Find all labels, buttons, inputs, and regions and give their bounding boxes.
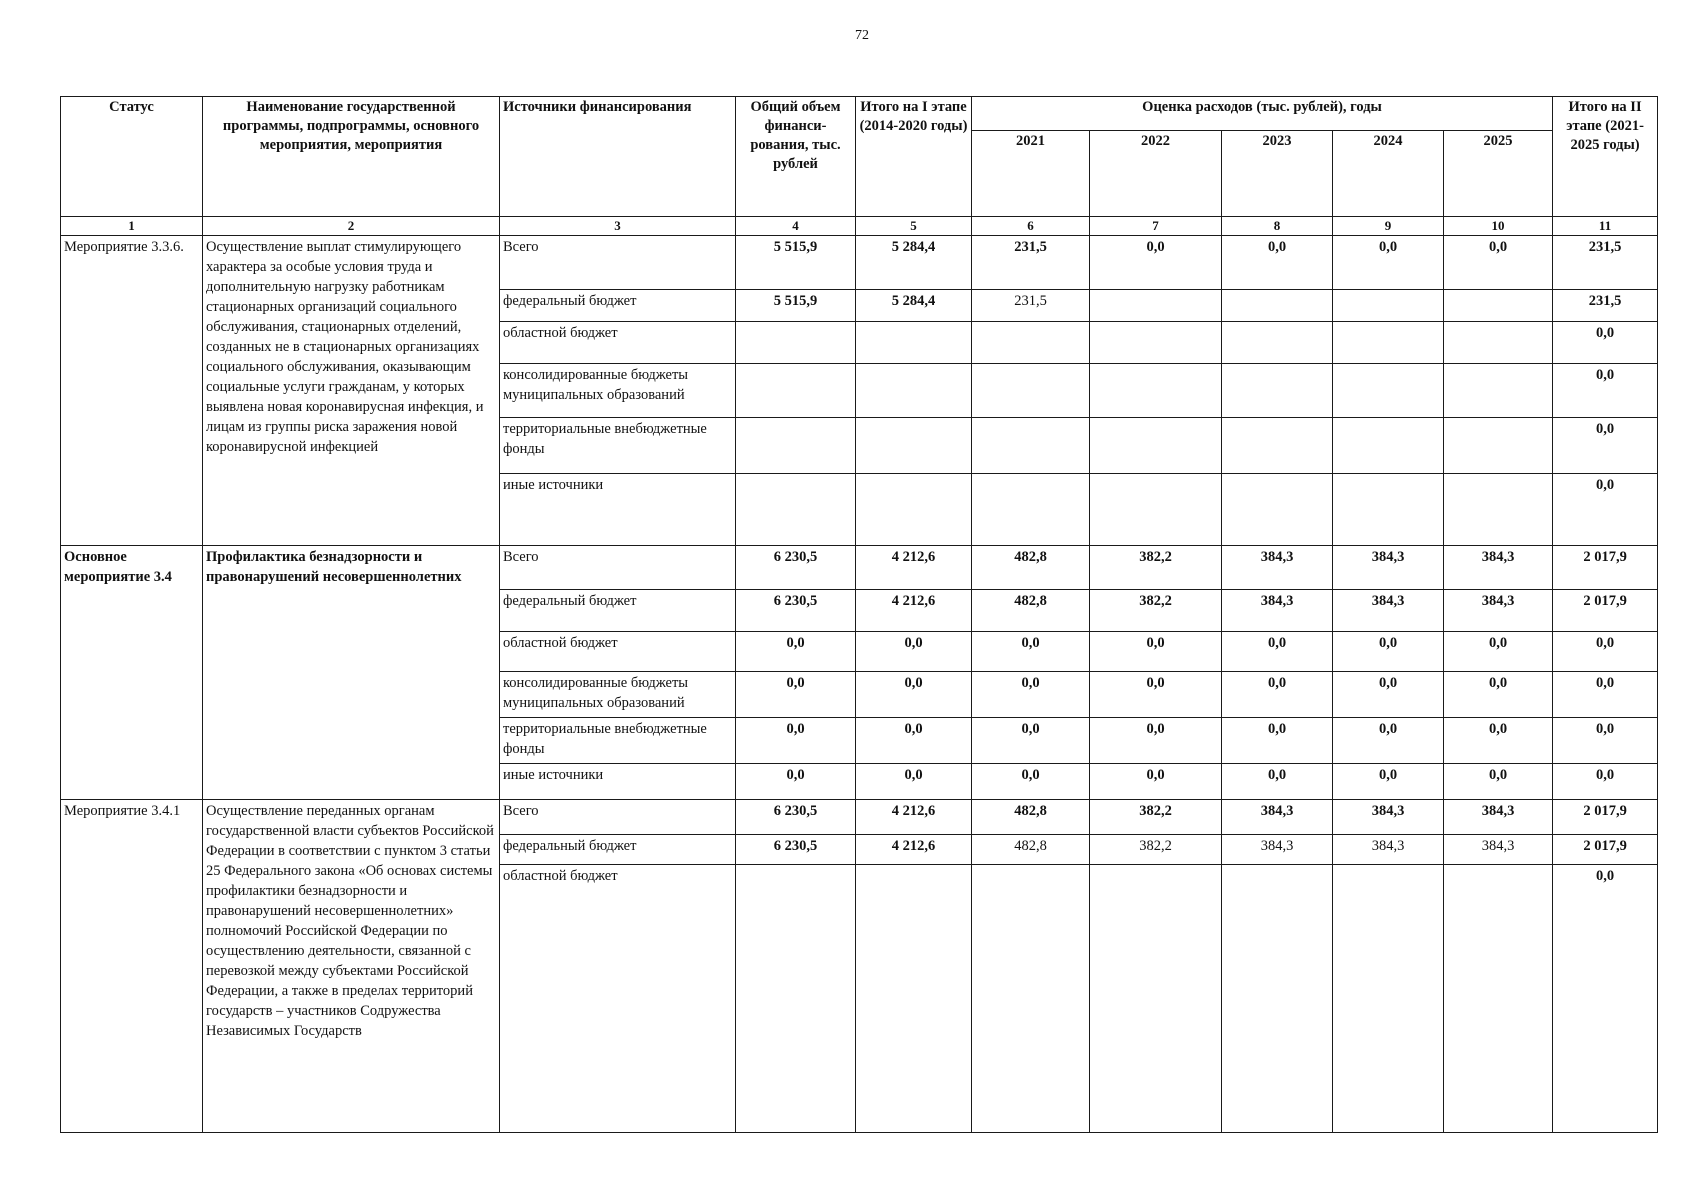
value-cell: 0,0 [1222,236,1333,290]
value-cell: 0,0 [972,764,1090,800]
col-number: 7 [1090,217,1222,236]
value-cell: 0,0 [1444,632,1553,672]
value-cell: 6 230,5 [736,835,856,865]
source-cell: областной бюджет [500,322,736,364]
source-cell: Всего [500,800,736,835]
value-cell: 0,0 [1090,236,1222,290]
value-cell: 382,2 [1090,546,1222,590]
source-cell: Всего [500,236,736,290]
source-cell: консолидированные бюджеты муниципальных образований [500,364,736,418]
stage2-total-cell: 0,0 [1553,718,1658,764]
value-cell: 0,0 [736,672,856,718]
stage2-total-cell: 0,0 [1553,764,1658,800]
source-cell: территориальные внебюджетные фонды [500,418,736,474]
value-cell: 4 212,6 [856,546,972,590]
value-cell [856,322,972,364]
value-cell: 4 212,6 [856,590,972,632]
value-cell [972,418,1090,474]
table-row [61,546,1658,590]
stage2-total-cell: 0,0 [1553,865,1658,1133]
header-year: 2022 [1090,131,1222,217]
value-cell: 6 230,5 [736,590,856,632]
source-cell: федеральный бюджет [500,590,736,632]
value-cell: 0,0 [1333,672,1444,718]
source-cell: областной бюджет [500,632,736,672]
value-cell [1333,865,1444,1133]
value-cell [1444,474,1553,546]
value-cell: 231,5 [972,290,1090,322]
value-cell [736,364,856,418]
value-cell [1090,474,1222,546]
source-cell: федеральный бюджет [500,290,736,322]
value-cell [1444,418,1553,474]
table-row [61,800,1658,835]
value-cell [736,322,856,364]
value-cell: 0,0 [856,672,972,718]
value-cell: 0,0 [736,764,856,800]
value-cell: 0,0 [856,632,972,672]
header-stage1-total: Итого на I этапе (2014-2020 годы) [856,97,972,217]
value-cell [972,364,1090,418]
col-number: 2 [203,217,500,236]
value-cell: 0,0 [736,632,856,672]
value-cell [856,474,972,546]
col-number: 11 [1553,217,1658,236]
header-estimate: Оценка расходов (тыс. рублей), годы [972,97,1553,131]
stage2-total-cell: 2 017,9 [1553,835,1658,865]
value-cell [1333,322,1444,364]
value-cell [1222,290,1333,322]
col-number: 1 [61,217,203,236]
header-total-volume: Общий объем финанси-рования, тыс. рублей [736,97,856,217]
value-cell [1090,322,1222,364]
value-cell: 482,8 [972,590,1090,632]
value-cell [1222,322,1333,364]
value-cell: 0,0 [1222,718,1333,764]
header-sources: Источники финансирования [500,97,736,217]
stage2-total-cell: 231,5 [1553,290,1658,322]
value-cell: 384,3 [1222,800,1333,835]
value-cell [1333,474,1444,546]
value-cell: 384,3 [1222,546,1333,590]
value-cell: 382,2 [1090,800,1222,835]
name-cell: Осуществление переданных органам государственной власти субъектов Российской Федерации в соответствии с пунктом 3 статьи 25 Федерального закона «Об основах системы профилактики безнадзорности и правонарушений несовершеннолетних» полномочий Российской Федерации по осуществлению деятельности, связанной с перевозкой между субъектами Российской Федерации, а также в пределах территорий государств – участников Содружества Независимых Государств [203,800,500,1133]
value-cell: 0,0 [1222,672,1333,718]
value-cell: 384,3 [1444,800,1553,835]
col-number: 5 [856,217,972,236]
value-cell: 0,0 [856,764,972,800]
table-row [61,236,1658,290]
value-cell: 384,3 [1333,800,1444,835]
value-cell: 384,3 [1333,835,1444,865]
header-status: Статус [61,97,203,217]
value-cell: 482,8 [972,546,1090,590]
value-cell [1333,418,1444,474]
value-cell [1222,474,1333,546]
value-cell [1444,865,1553,1133]
value-cell: 5 515,9 [736,236,856,290]
value-cell: 0,0 [1333,236,1444,290]
value-cell: 384,3 [1444,835,1553,865]
value-cell: 384,3 [1444,546,1553,590]
source-cell: федеральный бюджет [500,835,736,865]
stage2-total-cell: 0,0 [1553,322,1658,364]
status-cell: Основное мероприятие 3.4 [61,546,203,800]
value-cell: 0,0 [1333,718,1444,764]
value-cell: 0,0 [1444,236,1553,290]
source-cell: областной бюджет [500,865,736,1133]
stage2-total-cell: 2 017,9 [1553,800,1658,835]
source-cell: иные источники [500,474,736,546]
stage2-total-cell: 231,5 [1553,236,1658,290]
value-cell [972,322,1090,364]
stage2-total-cell: 0,0 [1553,672,1658,718]
name-cell: Осуществление выплат стимулирующего характера за особые условия труда и дополнительную нагрузку работникам стационарных организаций социального обслуживания, стационарных отделений, созданных не в стационарных организациях социального обслуживания, оказывающим социальные услуги гражданам, у которых выявлена новая коронавирусная инфекция, и лицам из группы риска заражения новой коронавирусной инфекцией [203,236,500,546]
stage2-total-cell: 2 017,9 [1553,546,1658,590]
stage2-total-cell: 0,0 [1553,364,1658,418]
value-cell: 382,2 [1090,835,1222,865]
value-cell [1333,364,1444,418]
value-cell: 0,0 [972,632,1090,672]
value-cell [856,364,972,418]
value-cell: 384,3 [1444,590,1553,632]
value-cell [1222,418,1333,474]
stage2-total-cell: 0,0 [1553,418,1658,474]
value-cell [1333,290,1444,322]
source-cell: консолидированные бюджеты муниципальных образований [500,672,736,718]
value-cell: 0,0 [1222,764,1333,800]
value-cell: 0,0 [1090,672,1222,718]
value-cell [1090,865,1222,1133]
value-cell: 0,0 [1090,764,1222,800]
value-cell [1444,364,1553,418]
value-cell: 0,0 [972,672,1090,718]
col-number: 10 [1444,217,1553,236]
name-cell: Профилактика безнадзорности и правонарушений несовершеннолетних [203,546,500,800]
budget-table [60,96,1658,1133]
status-cell: Мероприятие 3.4.1 [61,800,203,1133]
col-number: 8 [1222,217,1333,236]
header-year: 2025 [1444,131,1553,217]
value-cell: 0,0 [1444,672,1553,718]
value-cell: 384,3 [1333,546,1444,590]
stage2-total-cell: 0,0 [1553,632,1658,672]
value-cell: 0,0 [1090,718,1222,764]
status-cell: Мероприятие 3.3.6. [61,236,203,546]
header-name: Наименование государственной программы, подпрограммы, основного мероприятия, мероприятия [203,97,500,217]
value-cell: 6 230,5 [736,546,856,590]
value-cell [1222,865,1333,1133]
value-cell [1444,290,1553,322]
col-number: 9 [1333,217,1444,236]
value-cell [1222,364,1333,418]
value-cell: 5 515,9 [736,290,856,322]
value-cell [736,865,856,1133]
value-cell: 0,0 [1444,764,1553,800]
header-year: 2024 [1333,131,1444,217]
value-cell: 0,0 [1222,632,1333,672]
source-cell: территориальные внебюджетные фонды [500,718,736,764]
value-cell: 482,8 [972,835,1090,865]
value-cell [1090,290,1222,322]
value-cell: 0,0 [1444,718,1553,764]
value-cell [1444,322,1553,364]
value-cell: 0,0 [1333,764,1444,800]
value-cell: 382,2 [1090,590,1222,632]
value-cell: 0,0 [856,718,972,764]
value-cell: 0,0 [1333,632,1444,672]
value-cell [736,418,856,474]
header-year: 2021 [972,131,1090,217]
value-cell: 231,5 [972,236,1090,290]
value-cell [972,865,1090,1133]
col-number: 4 [736,217,856,236]
col-number: 6 [972,217,1090,236]
page-number: 72 [855,28,869,43]
value-cell: 0,0 [736,718,856,764]
header-stage2-total: Итого на II этапе (2021-2025 годы) [1553,97,1658,217]
value-cell: 5 284,4 [856,290,972,322]
header-year: 2023 [1222,131,1333,217]
value-cell: 6 230,5 [736,800,856,835]
value-cell [856,865,972,1133]
value-cell: 4 212,6 [856,835,972,865]
value-cell: 482,8 [972,800,1090,835]
value-cell: 5 284,4 [856,236,972,290]
value-cell: 384,3 [1222,590,1333,632]
value-cell: 384,3 [1333,590,1444,632]
value-cell: 0,0 [1090,632,1222,672]
value-cell: 384,3 [1222,835,1333,865]
value-cell [856,418,972,474]
source-cell: Всего [500,546,736,590]
col-number: 3 [500,217,736,236]
source-cell: иные источники [500,764,736,800]
stage2-total-cell: 2 017,9 [1553,590,1658,632]
value-cell [972,474,1090,546]
value-cell: 4 212,6 [856,800,972,835]
value-cell [736,474,856,546]
stage2-total-cell: 0,0 [1553,474,1658,546]
value-cell [1090,418,1222,474]
value-cell [1090,364,1222,418]
value-cell: 0,0 [972,718,1090,764]
